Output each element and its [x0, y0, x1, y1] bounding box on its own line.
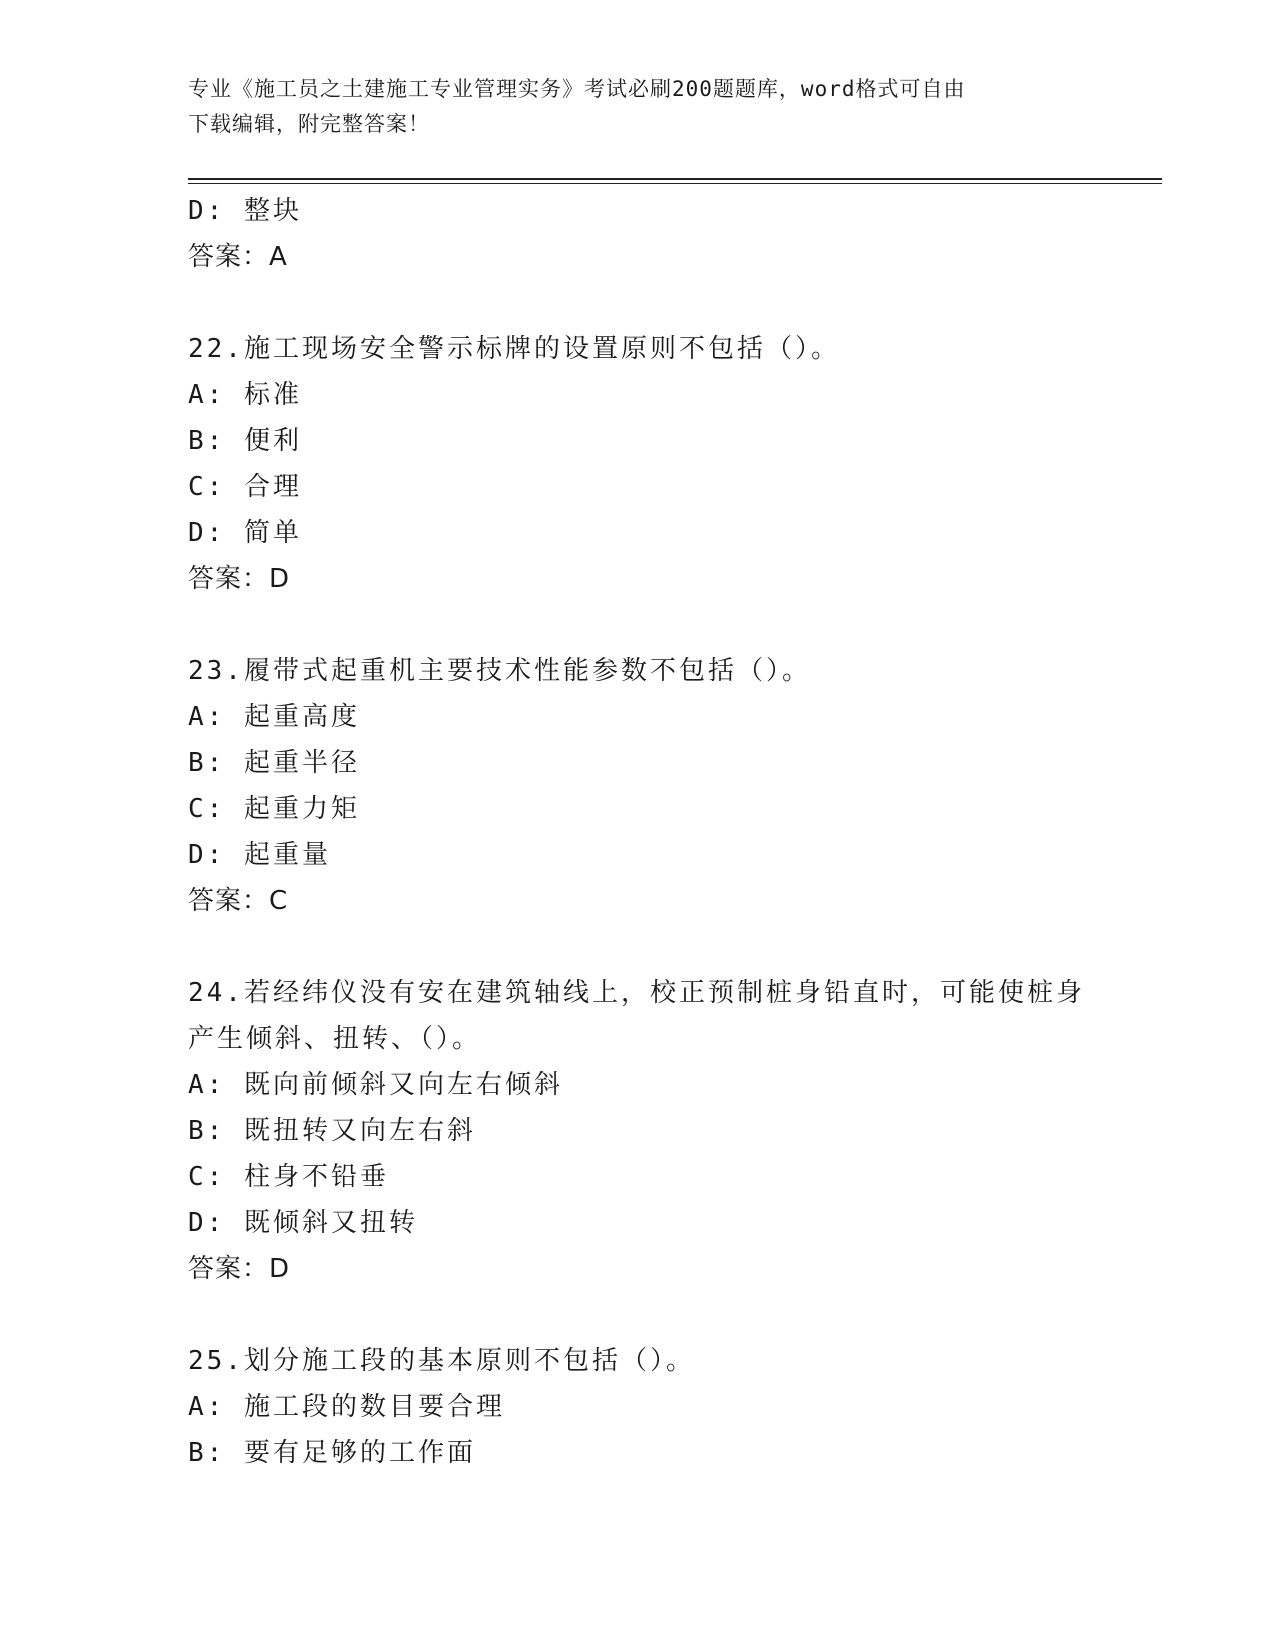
- option-a: A: 既向前倾斜又向左右倾斜: [188, 1070, 563, 1100]
- option-b: B: 既扭转又向左右斜: [188, 1116, 476, 1146]
- question-text-line-2: 产生倾斜、扭转、（）。: [188, 1024, 482, 1054]
- option-d: D: 起重量: [188, 840, 331, 870]
- header-divider-thick: [188, 178, 1162, 180]
- question-text: 22.施工现场安全警示标牌的设置原则不包括（）。: [188, 334, 840, 364]
- option-d: D: 既倾斜又扭转: [188, 1208, 418, 1238]
- option-a: A: 起重高度: [188, 702, 360, 732]
- question-text: 25.划分施工段的基本原则不包括（）。: [188, 1346, 695, 1376]
- option-b: B: 起重半径: [188, 748, 360, 778]
- document-header: [188, 72, 1088, 142]
- option-b: B: 要有足够的工作面: [188, 1438, 476, 1468]
- option-a: A: 施工段的数目要合理: [188, 1392, 505, 1422]
- option-b: B: 便利: [188, 426, 302, 456]
- prev-answer: 答案：A: [188, 242, 288, 272]
- question-text-line-1: 24.若经纬仪没有安在建筑轴线上，校正预制桩身铅直时，可能使桩身: [188, 978, 1085, 1008]
- answer: 答案：C: [188, 886, 289, 916]
- option-a: A: 标准: [188, 380, 302, 410]
- question-23: [188, 648, 1088, 924]
- header-line-1: 专业《施工员之土建施工专业管理实务》考试必刷200题题库，word格式可自由: [188, 77, 966, 101]
- question-25: [188, 1338, 1088, 1476]
- prev-option-d: D: 整块: [188, 196, 302, 226]
- answer: 答案：D: [188, 564, 291, 594]
- option-c: C: 柱身不铅垂: [188, 1162, 389, 1192]
- option-c: C: 合理: [188, 472, 302, 502]
- option-c: C: 起重力矩: [188, 794, 360, 824]
- answer: 答案：D: [188, 1254, 291, 1284]
- header-divider-thin: [188, 183, 1162, 184]
- option-d: D: 简单: [188, 518, 302, 548]
- document-body: [188, 188, 1088, 1476]
- question-text: 23.履带式起重机主要技术性能参数不包括（）。: [188, 656, 811, 686]
- question-22: [188, 326, 1088, 602]
- question-24: [188, 970, 1088, 1292]
- header-line-2: 下载编辑，附完整答案！: [188, 112, 430, 136]
